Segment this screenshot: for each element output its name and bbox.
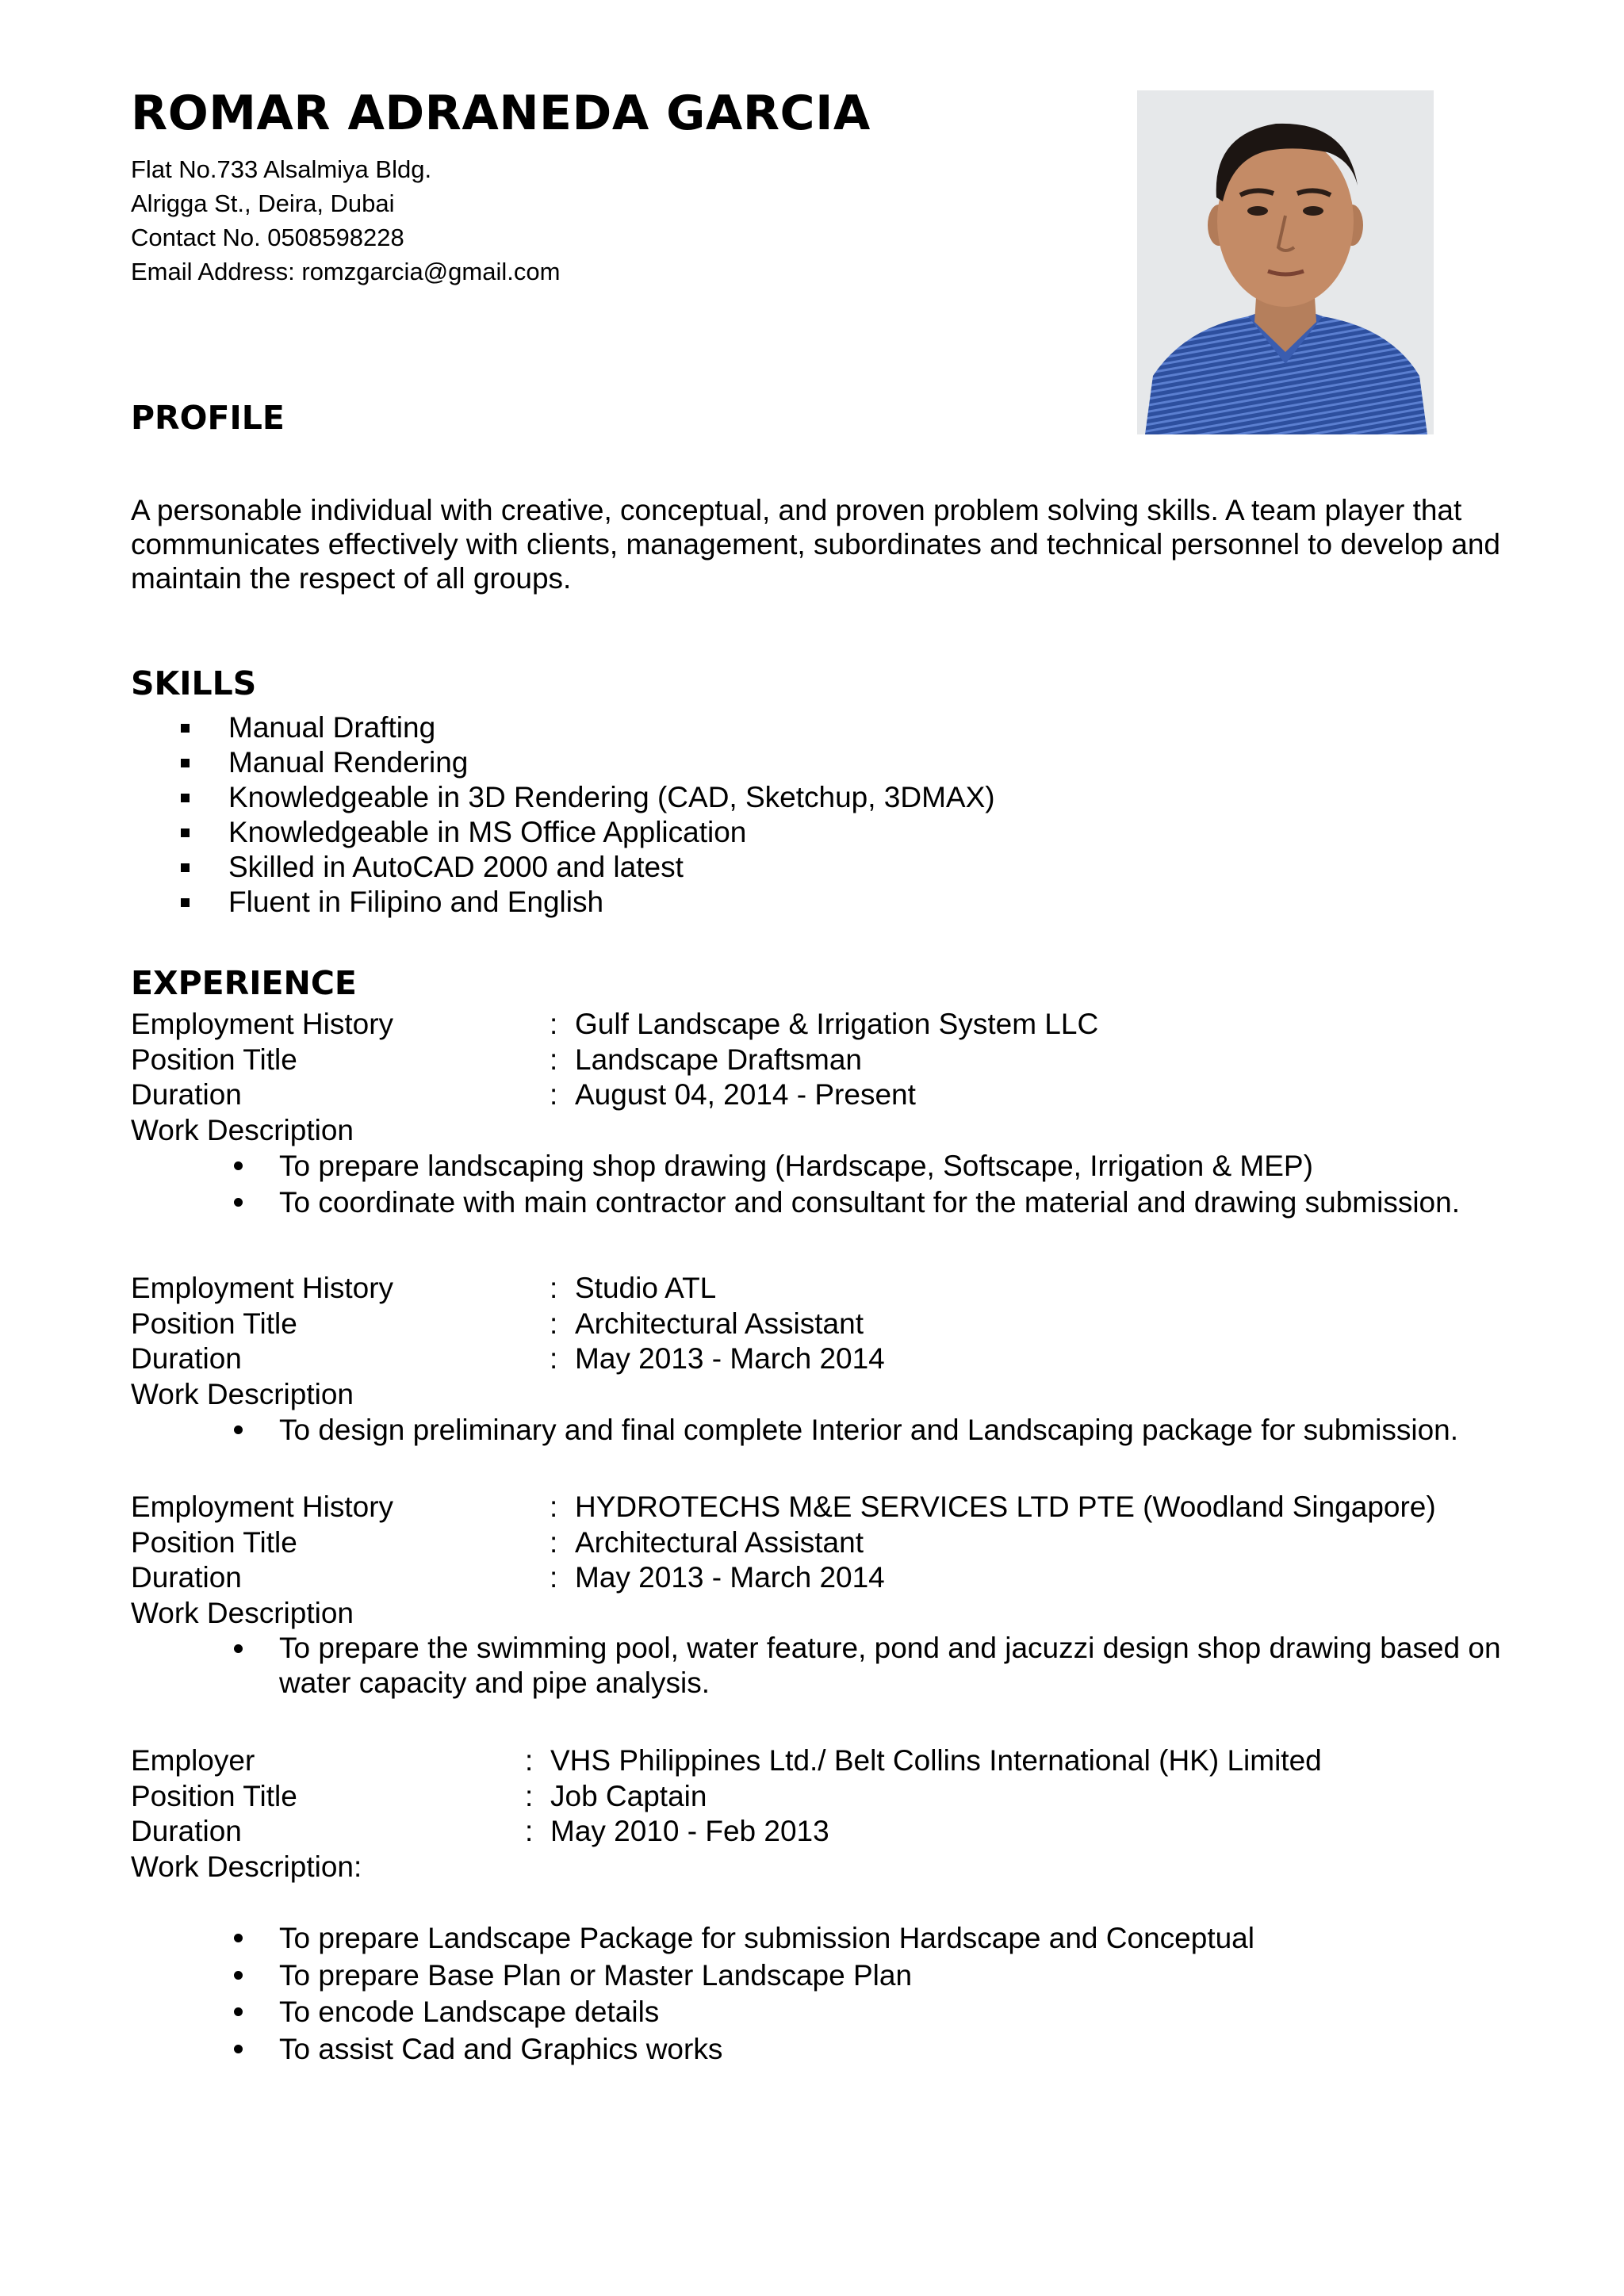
skill-text: Skilled in AutoCAD 2000 and latest [228,851,684,883]
list-item [181,885,995,920]
profile-heading: PROFILE [131,399,285,437]
skill-text: Fluent in Filipino and English [228,886,604,918]
bullet-icon [234,2007,243,2016]
duration-label: Duration [131,1078,242,1111]
bullet-icon [234,1971,243,1980]
skill-text: Knowledgeable in 3D Rendering (CAD, Sketchup, 3DMAX) [228,781,995,813]
position-label: Position Title [131,1307,297,1340]
list-item: To encode Landscape details [131,1994,1519,2031]
list-item [181,815,995,850]
position-label: Position Title [131,1779,297,1812]
profile-text: A personable individual with creative, conceptual, and proven problem solving skills. A team player that communicates effectively with clients, management, subordinates and technical personnel to develop and maintain the respect of all groups. [131,494,1500,595]
profile-photo [1137,90,1434,434]
square-bullet-icon [181,863,190,872]
position-title: Architectural Assistant [575,1307,864,1340]
duration-value: May 2013 - March 2014 [575,1342,885,1375]
resume-name: ROMAR ADRANEDA GARCIA [131,86,871,141]
list-item [181,780,995,815]
skills-heading: SKILLS [131,664,257,702]
duration-label: Duration [131,1815,242,1847]
employment-label: Employment History [131,1272,394,1304]
bullet-icon [234,1198,243,1207]
position-title: Architectural Assistant [575,1525,864,1559]
job-entry: Employment History : Studio ATL Position Title : Architectural Assistant Duration : May 2013 - March 2014 Work Description To design preliminary and final complete Interior and Landscaping package for submission. [131,1271,1519,1448]
skill-text: Manual Rendering [228,746,469,779]
work-description-label: Work Description [131,1113,354,1146]
position-label: Position Title [131,1043,297,1076]
square-bullet-icon [181,724,190,733]
address-line-1: Flat No.733 Alsalmiya Bldg. [131,155,432,183]
list-item: To design preliminary and final complete Interior and Landscaping package for submission. [131,1412,1519,1448]
bullet-icon [234,2045,243,2053]
job-entry: Employment History : Gulf Landscape & Irrigation System LLC Position Title : Landscape Draftsman Duration : August 04, 2014 - Present Work Description To prepare landscaping shop drawing (Hardscape, Softscape, Irrigation & MEP) To coordinate with main contractor and consultant for the material and drawing submission. [131,1007,1519,1221]
job-entry: Employment History : HYDROTECHS M&E SERVICES LTD PTE (Woodland Singapore) Position Title : Architectural Assistant Duration : May 2013 - March 2014 Work Description To prepare the swimming pool, water feature, pond and jacuzzi design shop drawing based on water capacity and pipe analysis. [131,1490,1519,1701]
employment-label: Employment History [131,1490,394,1523]
square-bullet-icon [181,759,190,767]
work-description-list [131,1148,1519,1221]
list-item: To prepare the swimming pool, water feature, pond and jacuzzi design shop drawing based on water capacity and pipe analysis. [131,1631,1511,1701]
employer-name: Studio ATL [575,1272,717,1304]
employer-label: Employer [131,1744,255,1777]
list-item: To prepare Base Plan or Master Landscape Plan [131,1957,1519,1995]
square-bullet-icon [181,898,190,907]
list-item [181,850,995,885]
work-description-label: Work Description [131,1596,354,1629]
duration-value: May 2013 - March 2014 [575,1561,885,1594]
bullet-icon [234,1161,243,1170]
square-bullet-icon [181,794,190,802]
bullet-icon [234,1934,243,1942]
list-item: To coordinate with main contractor and consultant for the material and drawing submission. [131,1184,1519,1221]
position-title: Job Captain [550,1779,707,1812]
position-title: Landscape Draftsman [575,1043,862,1076]
list-item [181,745,995,780]
list-item: To prepare landscaping shop drawing (Hardscape, Softscape, Irrigation & MEP) [131,1148,1519,1184]
duration-label: Duration [131,1561,242,1594]
job-entry: Employer : VHS Philippines Ltd./ Belt Collins International (HK) Limited Position Title : Job Captain Duration : May 2010 - Feb 2013 Work Description: To prepare Landscape Package for submission Hardscape and Conceptual To prepare Base Plan or Master Landscape Plan To encode Landscape details To assist Cad and Graphics works [131,1743,1519,2068]
duration-value: August 04, 2014 - Present [575,1078,916,1111]
skill-text: Manual Drafting [228,711,436,744]
employer-name: VHS Philippines Ltd./ Belt Collins International (HK) Limited [550,1744,1322,1777]
skill-text: Knowledgeable in MS Office Application [228,816,747,848]
employer-name: HYDROTECHS M&E SERVICES LTD PTE (Woodland Singapore) [575,1490,1436,1523]
employment-label: Employment History [131,1008,394,1040]
bullet-icon [234,1644,243,1653]
bullet-icon [234,1425,243,1434]
employer-name: Gulf Landscape & Irrigation System LLC [575,1008,1099,1040]
work-description-list [131,1412,1519,1448]
contact-number: Contact No. 0508598228 [131,224,404,251]
address-line-2: Alrigga St., Deira, Dubai [131,189,395,217]
position-label: Position Title [131,1525,297,1559]
work-description-row [131,1850,1519,1885]
work-description-label: Work Description: [131,1850,362,1883]
list-item: To assist Cad and Graphics works [131,2031,1519,2068]
square-bullet-icon [181,828,190,837]
duration-value: May 2010 - Feb 2013 [550,1815,829,1847]
work-description-label: Work Description [131,1377,354,1410]
duration-label: Duration [131,1342,242,1375]
email-address: Email Address: romzgarcia@gmail.com [131,258,561,285]
experience-heading: EXPERIENCE [131,964,357,1002]
skills-list [181,710,995,920]
work-description-list [131,1631,1511,1701]
list-item: To prepare Landscape Package for submission Hardscape and Conceptual [131,1920,1519,1957]
contact-block [131,152,560,289]
work-description-list [131,1920,1519,2068]
list-item [181,710,995,745]
